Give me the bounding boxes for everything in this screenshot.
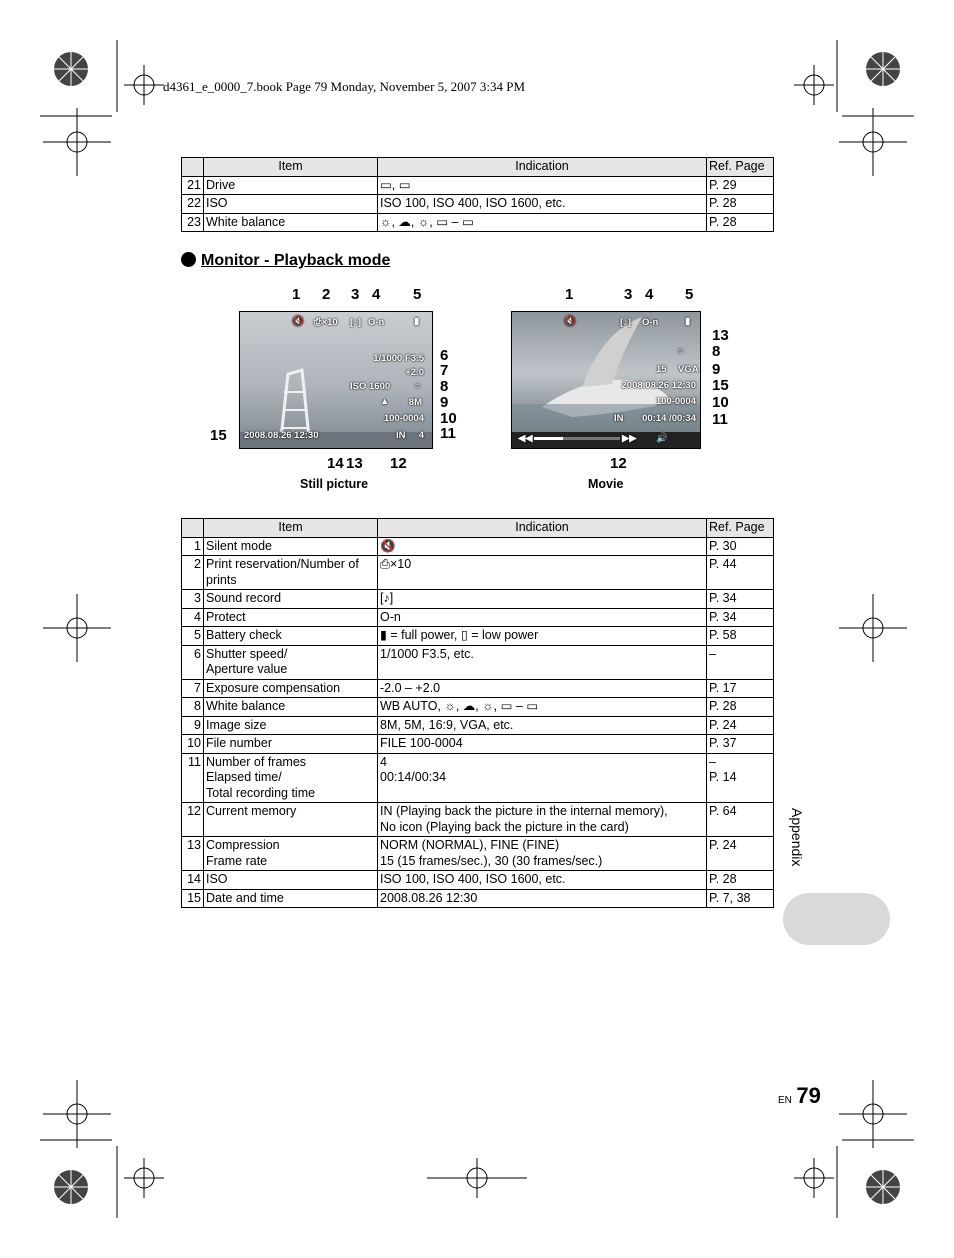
movie-size-icon: VGA xyxy=(678,364,699,375)
ref-page-cell: P. 28 xyxy=(707,871,774,890)
header-indication: Indication xyxy=(378,519,707,538)
main-reference-table xyxy=(181,518,774,908)
compression-icon: ▲ xyxy=(380,396,390,407)
ref-page-cell: P. 58 xyxy=(707,627,774,646)
table-row xyxy=(182,556,774,590)
item-cell: Battery check xyxy=(204,627,378,646)
item-cell: Shutter speed/ Aperture value xyxy=(204,645,378,679)
image-size-icon: 8M xyxy=(408,397,422,408)
table-row xyxy=(182,627,774,646)
indication-cell: ☼, ☁, ☼, ▭ – ▭ xyxy=(378,213,707,232)
appendix-side-label: Appendix xyxy=(789,808,805,867)
table-row xyxy=(182,803,774,837)
table-row xyxy=(182,698,774,717)
row-number: 10 xyxy=(182,735,204,754)
movie-callout-11: 11 xyxy=(712,411,728,428)
callout-15: 15 xyxy=(210,427,227,444)
row-number: 9 xyxy=(182,716,204,735)
movie-file-number: 100-0004 xyxy=(655,396,696,407)
movie-memory-icon: IN xyxy=(614,413,624,424)
header-item: Item xyxy=(204,158,378,177)
ref-page-cell: – xyxy=(707,645,774,679)
row-number: 15 xyxy=(182,889,204,908)
indication-cell: 1/1000 F3.5, etc. xyxy=(378,645,707,679)
item-cell: ISO xyxy=(204,871,378,890)
row-number: 4 xyxy=(182,608,204,627)
item-cell: Number of frames Elapsed time/ Total recording time xyxy=(204,753,378,803)
item-cell: Sound record xyxy=(204,590,378,609)
callout-11: 11 xyxy=(440,425,456,442)
item-cell: Drive xyxy=(204,176,378,195)
indication-cell: FILE 100-0004 xyxy=(378,735,707,754)
table-row xyxy=(182,679,774,698)
movie-silent-icon: 🔇 xyxy=(564,316,576,327)
volume-icon: 🔊 xyxy=(656,433,668,444)
ref-page-cell: P. 34 xyxy=(707,608,774,627)
page-number-value: 79 xyxy=(796,1083,821,1108)
indication-cell: O‑n xyxy=(378,608,707,627)
movie-callout-9: 9 xyxy=(712,361,721,378)
item-cell: File number xyxy=(204,735,378,754)
movie-elapsed: 00:14 /00:34 xyxy=(642,413,696,424)
row-number: 3 xyxy=(182,590,204,609)
page-number xyxy=(778,1083,821,1109)
indication-cell: 4 00:14/00:34 xyxy=(378,753,707,803)
movie-date-time: 2008.08.26 12:30 xyxy=(621,380,696,391)
still-caption: Still picture xyxy=(300,477,369,491)
movie-callout-3: 3 xyxy=(624,286,633,303)
white-balance-icon: ☼ xyxy=(413,380,422,391)
indication-cell: ▮ = full power, ▯ = low power xyxy=(378,627,707,646)
callout-8: 8 xyxy=(440,378,449,395)
table-row xyxy=(182,753,774,803)
ref-page-cell: P. 24 xyxy=(707,837,774,871)
table-row xyxy=(182,176,774,195)
header-num xyxy=(182,158,204,177)
row-number: 6 xyxy=(182,645,204,679)
movie-callout-1: 1 xyxy=(565,286,574,303)
movie-callout-13: 13 xyxy=(712,327,729,344)
movie-protect-icon: O‑n xyxy=(642,317,659,328)
ref-page-cell: P. 34 xyxy=(707,590,774,609)
sound-record-icon: [♪] xyxy=(350,317,362,328)
battery-icon: ▮ xyxy=(414,316,420,327)
indication-cell: -2.0 – +2.0 xyxy=(378,679,707,698)
callout-3: 3 xyxy=(351,286,360,303)
movie-callout-15: 15 xyxy=(712,377,729,394)
indication-cell: 2008.08.26 12:30 xyxy=(378,889,707,908)
lifeguard-tower-photo xyxy=(240,312,432,448)
ref-page-cell: P. 64 xyxy=(707,803,774,837)
row-number: 1 xyxy=(182,537,204,556)
date-time: 2008.08.26 12:30 xyxy=(244,430,319,441)
forward-icon: ▶▶ xyxy=(622,433,637,444)
shutter-aperture: 1/1000 F3.5 xyxy=(373,353,424,364)
movie-callout-4: 4 xyxy=(645,286,654,303)
ref-page-cell: P. 44 xyxy=(707,556,774,590)
callout-5: 5 xyxy=(413,286,422,303)
section-title: Monitor - Playback mode xyxy=(181,252,390,270)
movie-caption: Movie xyxy=(588,477,624,491)
row-number: 12 xyxy=(182,803,204,837)
ref-page-cell: P. 17 xyxy=(707,679,774,698)
table-header-row xyxy=(182,158,774,177)
table-row xyxy=(182,590,774,609)
movie-sound-icon: [♪] xyxy=(620,317,632,328)
item-cell: Current memory xyxy=(204,803,378,837)
indication-cell: ▭, ▭ xyxy=(378,176,707,195)
indication-cell: NORM (NORMAL), FINE (FINE) 15 (15 frames/sec.), 30 (30 frames/sec.) xyxy=(378,837,707,871)
table-row xyxy=(182,889,774,908)
row-number: 8 xyxy=(182,698,204,717)
ref-page-cell: P. 30 xyxy=(707,537,774,556)
movie-framerate-icon: 15 xyxy=(656,364,667,375)
movie-battery-icon: ▮ xyxy=(685,316,691,327)
ref-page-cell: P. 7, 38 xyxy=(707,889,774,908)
print-reservation: ⎙×10 xyxy=(314,317,338,328)
rewind-icon: ◀◀ xyxy=(518,433,533,444)
table-row xyxy=(182,837,774,871)
exposure-compensation: +2.0 xyxy=(405,367,424,378)
table-row xyxy=(182,537,774,556)
movie-callout-10: 10 xyxy=(712,394,729,411)
header-item: Item xyxy=(204,519,378,538)
movie-callout-8: 8 xyxy=(712,343,721,360)
item-cell: Silent mode xyxy=(204,537,378,556)
movie-callout-12: 12 xyxy=(610,455,627,472)
item-cell: White balance xyxy=(204,698,378,717)
protect-icon: O‑n xyxy=(368,317,385,328)
callout-13: 13 xyxy=(346,455,363,472)
indication-cell: 🔇 xyxy=(378,537,707,556)
item-cell: Protect xyxy=(204,608,378,627)
table-row xyxy=(182,645,774,679)
indication-cell: IN (Playing back the picture in the internal memory), No icon (Playing back the picture in the card) xyxy=(378,803,707,837)
iso-value: ISO 1600 xyxy=(350,381,391,392)
indication-cell: [♪] xyxy=(378,590,707,609)
table-row xyxy=(182,608,774,627)
language-code: EN xyxy=(778,1095,792,1106)
ref-page-cell: – P. 14 xyxy=(707,753,774,803)
bullet-icon xyxy=(181,252,196,267)
callout-7: 7 xyxy=(440,362,449,379)
callout-10: 10 xyxy=(440,410,457,427)
indication-cell: ISO 100, ISO 400, ISO 1600, etc. xyxy=(378,871,707,890)
memory-icon: IN xyxy=(396,430,406,441)
table-row xyxy=(182,213,774,232)
callout-12: 12 xyxy=(390,455,407,472)
appendix-tab xyxy=(783,893,890,945)
indication-cell: ISO 100, ISO 400, ISO 1600, etc. xyxy=(378,195,707,214)
callout-2: 2 xyxy=(322,286,331,303)
top-reference-table xyxy=(181,157,774,232)
table-row xyxy=(182,195,774,214)
row-number: 23 xyxy=(182,213,204,232)
callout-9: 9 xyxy=(440,394,449,411)
callout-14: 14 xyxy=(327,455,344,472)
ref-page-cell: P. 29 xyxy=(707,176,774,195)
print-header: d4361_e_0000_7.book Page 79 Monday, November 5, 2007 3:34 PM xyxy=(163,79,526,94)
callout-6: 6 xyxy=(440,347,449,364)
file-number: 100-0004 xyxy=(383,413,424,424)
item-cell: Print reservation/Number of prints xyxy=(204,556,378,590)
playback-progress-bar xyxy=(534,437,620,440)
silent-mode-icon: 🔇 xyxy=(292,316,304,327)
frame-count: 4 xyxy=(418,430,424,441)
item-cell: Exposure compensation xyxy=(204,679,378,698)
row-number: 11 xyxy=(182,753,204,803)
row-number: 5 xyxy=(182,627,204,646)
movie-callout-5: 5 xyxy=(685,286,694,303)
ref-page-cell: P. 28 xyxy=(707,698,774,717)
item-cell: Image size xyxy=(204,716,378,735)
still-picture-screen xyxy=(239,311,433,449)
row-number: 22 xyxy=(182,195,204,214)
ref-page-cell: P. 28 xyxy=(707,195,774,214)
callout-1: 1 xyxy=(292,286,301,303)
row-number: 13 xyxy=(182,837,204,871)
ref-page-cell: P. 28 xyxy=(707,213,774,232)
table-row xyxy=(182,716,774,735)
header-num xyxy=(182,519,204,538)
row-number: 2 xyxy=(182,556,204,590)
indication-cell: ⎙×10 xyxy=(378,556,707,590)
row-number: 21 xyxy=(182,176,204,195)
header-indication: Indication xyxy=(378,158,707,177)
item-cell: White balance xyxy=(204,213,378,232)
ref-page-cell: P. 24 xyxy=(707,716,774,735)
header-ref-page: Ref. Page xyxy=(707,519,774,538)
table-header-row xyxy=(182,519,774,538)
movie-wb-icon: ☼ xyxy=(676,345,685,356)
ref-page-cell: P. 37 xyxy=(707,735,774,754)
callout-4: 4 xyxy=(372,286,381,303)
item-cell: ISO xyxy=(204,195,378,214)
table-row xyxy=(182,735,774,754)
header-ref-page: Ref. Page xyxy=(707,158,774,177)
item-cell: Compression Frame rate xyxy=(204,837,378,871)
item-cell: Date and time xyxy=(204,889,378,908)
row-number: 14 xyxy=(182,871,204,890)
table-row xyxy=(182,871,774,890)
indication-cell: WB AUTO, ☼, ☁, ☼, ▭ – ▭ xyxy=(378,698,707,717)
row-number: 7 xyxy=(182,679,204,698)
indication-cell: 8M, 5M, 16:9, VGA, etc. xyxy=(378,716,707,735)
movie-screen xyxy=(511,311,701,449)
